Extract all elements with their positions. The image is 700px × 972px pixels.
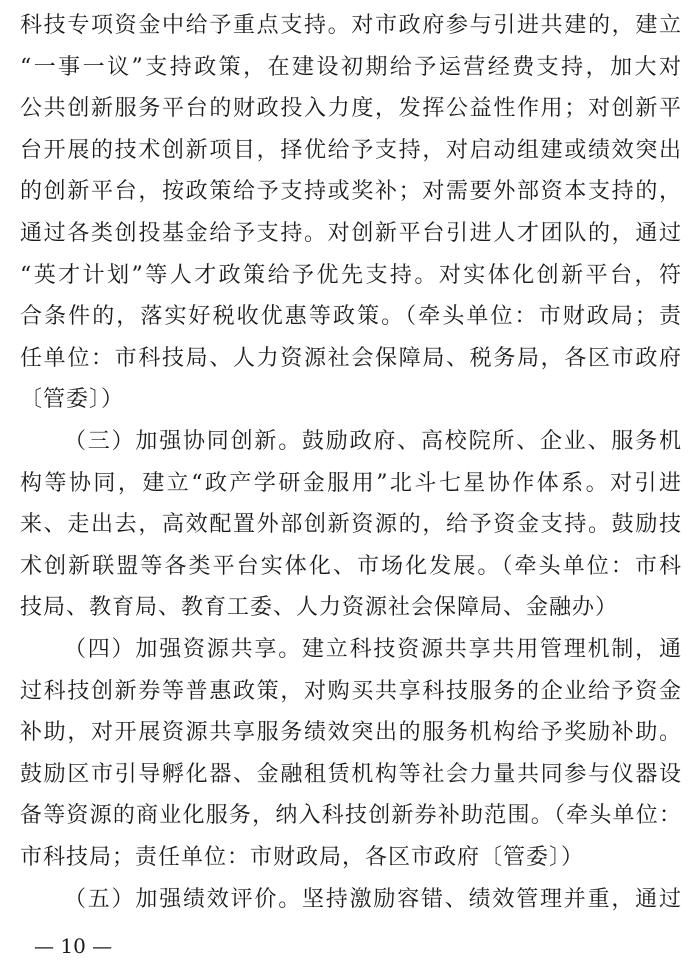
section-heading-line: （三）加强协同创新。鼓励政府、高校院所、企业、服务机 <box>64 429 682 454</box>
text-line: 过科技创新券等普惠政策，对购买共享科技服务的企业给予资金 <box>20 678 682 704</box>
text-line: 〔管委〕） <box>20 387 125 413</box>
text-line: 的创新平台，按政策给予支持或奖补；对需要外部资本支持的， <box>20 179 682 205</box>
text-line: 备等资源的商业化服务，纳入科技创新券补助范围。（牵头单位： <box>20 803 682 829</box>
text-line: 术创新联盟等各类平台实体化、市场化发展。（牵头单位：市科 <box>20 553 682 579</box>
section-heading-line: （四）加强资源共享。建立科技资源共享共用管理机制，通 <box>64 637 682 662</box>
page-number: — 10 — <box>34 934 113 958</box>
text-line: 科技专项资金中给予重点支持。对市政府参与引进共建的，建立 <box>20 13 682 38</box>
text-line: 任单位：市科技局、人力资源社会保障局、税务局，各区市政府 <box>20 345 682 371</box>
text-line: 鼓励区市引导孵化器、金融租赁机构等社会力量共同参与仪器设 <box>20 761 682 787</box>
text-line: 构等协同，建立“政产学研金服用”北斗七星协作体系。对引进 <box>20 470 682 496</box>
text-line: 技局、教育局、教育工委、人力资源社会保障局、金融办） <box>20 595 619 621</box>
text-line: 台开展的技术创新项目，择优给予支持，对启动组建或绩效突出 <box>20 137 682 163</box>
text-line: “英才计划”等人才政策给予优先支持。对实体化创新平台，符 <box>20 262 682 288</box>
text-line: 来、走出去，高效配置外部创新资源的，给予资金支持。鼓励技 <box>20 512 682 538</box>
text-line: 补助，对开展资源共享服务绩效突出的服务机构给予奖励补助。 <box>20 720 682 746</box>
section-heading-line: （五）加强绩效评价。坚持激励容错、绩效管理并重，通过 <box>64 886 682 912</box>
text-line: 公共创新服务平台的财政投入力度，发挥公益性作用；对创新平 <box>20 96 682 122</box>
text-line: “一事一议”支持政策，在建设初期给予运营经费支持，加大对 <box>20 54 682 80</box>
text-line: 市科技局；责任单位：市财政局，各区市政府〔管委〕） <box>20 845 585 870</box>
text-line: 通过各类创投基金给予支持。对创新平台引进人才团队的，通过 <box>20 221 682 246</box>
text-line: 合条件的，落实好税收优惠等政策。（牵头单位：市财政局；责 <box>20 304 682 330</box>
